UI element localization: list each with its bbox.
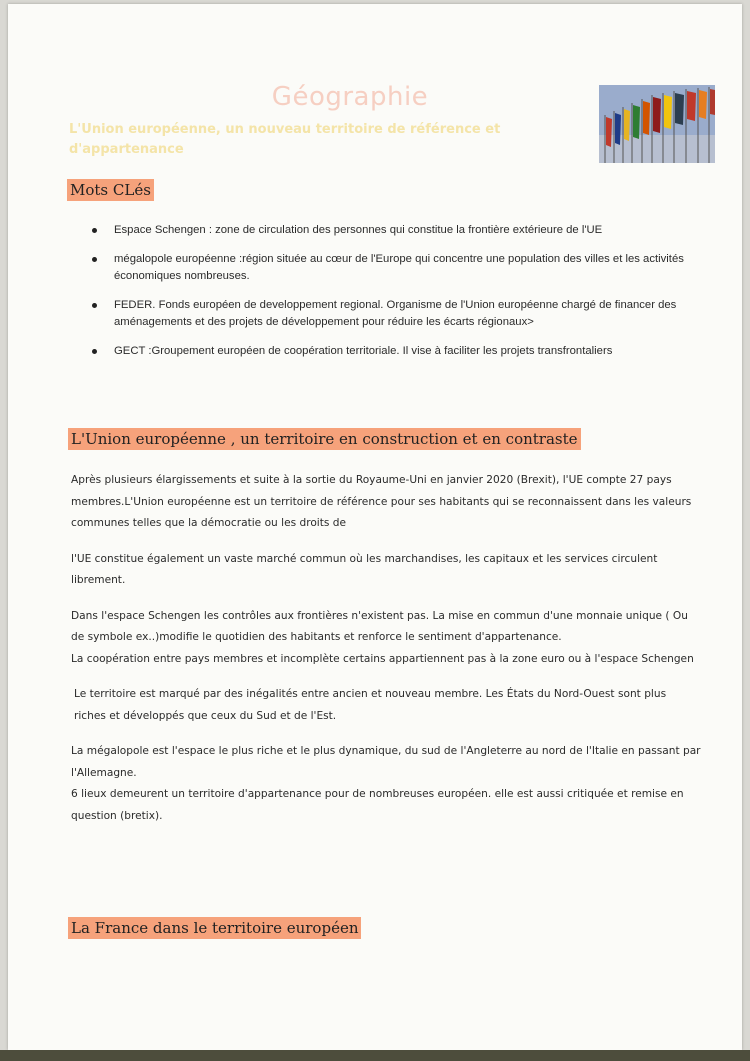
bullet-icon [92, 349, 97, 354]
flags-illustration [599, 85, 715, 163]
keyword-text: GECT :Groupement européen de coopération territoriale. Il vise à faciliter les projets transfrontaliers [114, 345, 613, 357]
eu-section-heading: L'Union européenne , un territoire en construction et en contraste [68, 428, 581, 450]
keywords-list [92, 222, 692, 372]
france-section-heading: La France dans le territoire européen [68, 917, 361, 939]
list-item [92, 251, 692, 285]
list-item [92, 297, 692, 331]
keywords-heading: Mots CLés [67, 179, 154, 201]
paragraph: l'UE constitue également un vaste marché commun où les marchandises, les capitaux et les services circulent librement. [71, 552, 658, 586]
keyword-text: mégalopole européenne :région située au cœur de l'Europe qui concentre une population des villes et les activités économiques nombreuses. [114, 253, 684, 282]
keyword-text: Espace Schengen : zone de circulation des personnes qui constitue la frontière extérieure de l'UE [114, 224, 603, 236]
flags-photo [599, 85, 715, 163]
paragraph: 6 lieux demeurent un territoire d'appartenance pour de nombreuses européen. elle est aussi critiquée et remise en question (bretix). [71, 788, 684, 822]
page-subtitle: L'Union européenne, un nouveau territoire de référence et d'appartenance [69, 122, 501, 157]
scan-edge [0, 1050, 750, 1061]
list-item [92, 343, 692, 360]
eu-section-body [71, 470, 701, 827]
paragraph: Le territoire est marqué par des inégalités entre ancien et nouveau membre. Les États du Nord-Ouest sont plus riches et développés que ceux du Sud et de l'Est. [74, 688, 667, 722]
paragraph: Après plusieurs élargissements et suite à la sortie du Royaume-Uni en janvier 2020 (Brexit), l'UE compte 27 pays membres.L'Union européenne est un territoire de référence pour ses habitants qui se reconnaissent dans les valeurs communes telles que la démocratie ou les droits de [71, 474, 692, 529]
keyword-text: FEDER. Fonds européen de developpement regional. Organisme de l'Union européenne chargé de financer des aménagements et des projets de développement pour réduire les écarts régionaux> [114, 299, 677, 328]
page-title: Géographie [271, 82, 429, 112]
document-page [8, 4, 742, 1050]
paragraph: La mégalopole est l'espace le plus riche et le plus dynamique, du sud de l'Angleterre au nord de l'Italie en passant par l'Allemagne. [71, 745, 701, 779]
bullet-icon [92, 228, 97, 233]
paragraph: La coopération entre pays membres et incomplète certains appartiennent pas à la zone euro ou à l'espace Schengen [71, 652, 694, 665]
paragraph: Dans l'espace Schengen les contrôles aux frontières n'existent pas. La mise en commun d'une monnaie unique ( Ou de symbole ex..)modifie le quotidien des habitants et renforce le sentiment d'appartenance. [71, 609, 688, 643]
bullet-icon [92, 303, 97, 308]
bullet-icon [92, 257, 97, 262]
list-item [92, 222, 692, 239]
